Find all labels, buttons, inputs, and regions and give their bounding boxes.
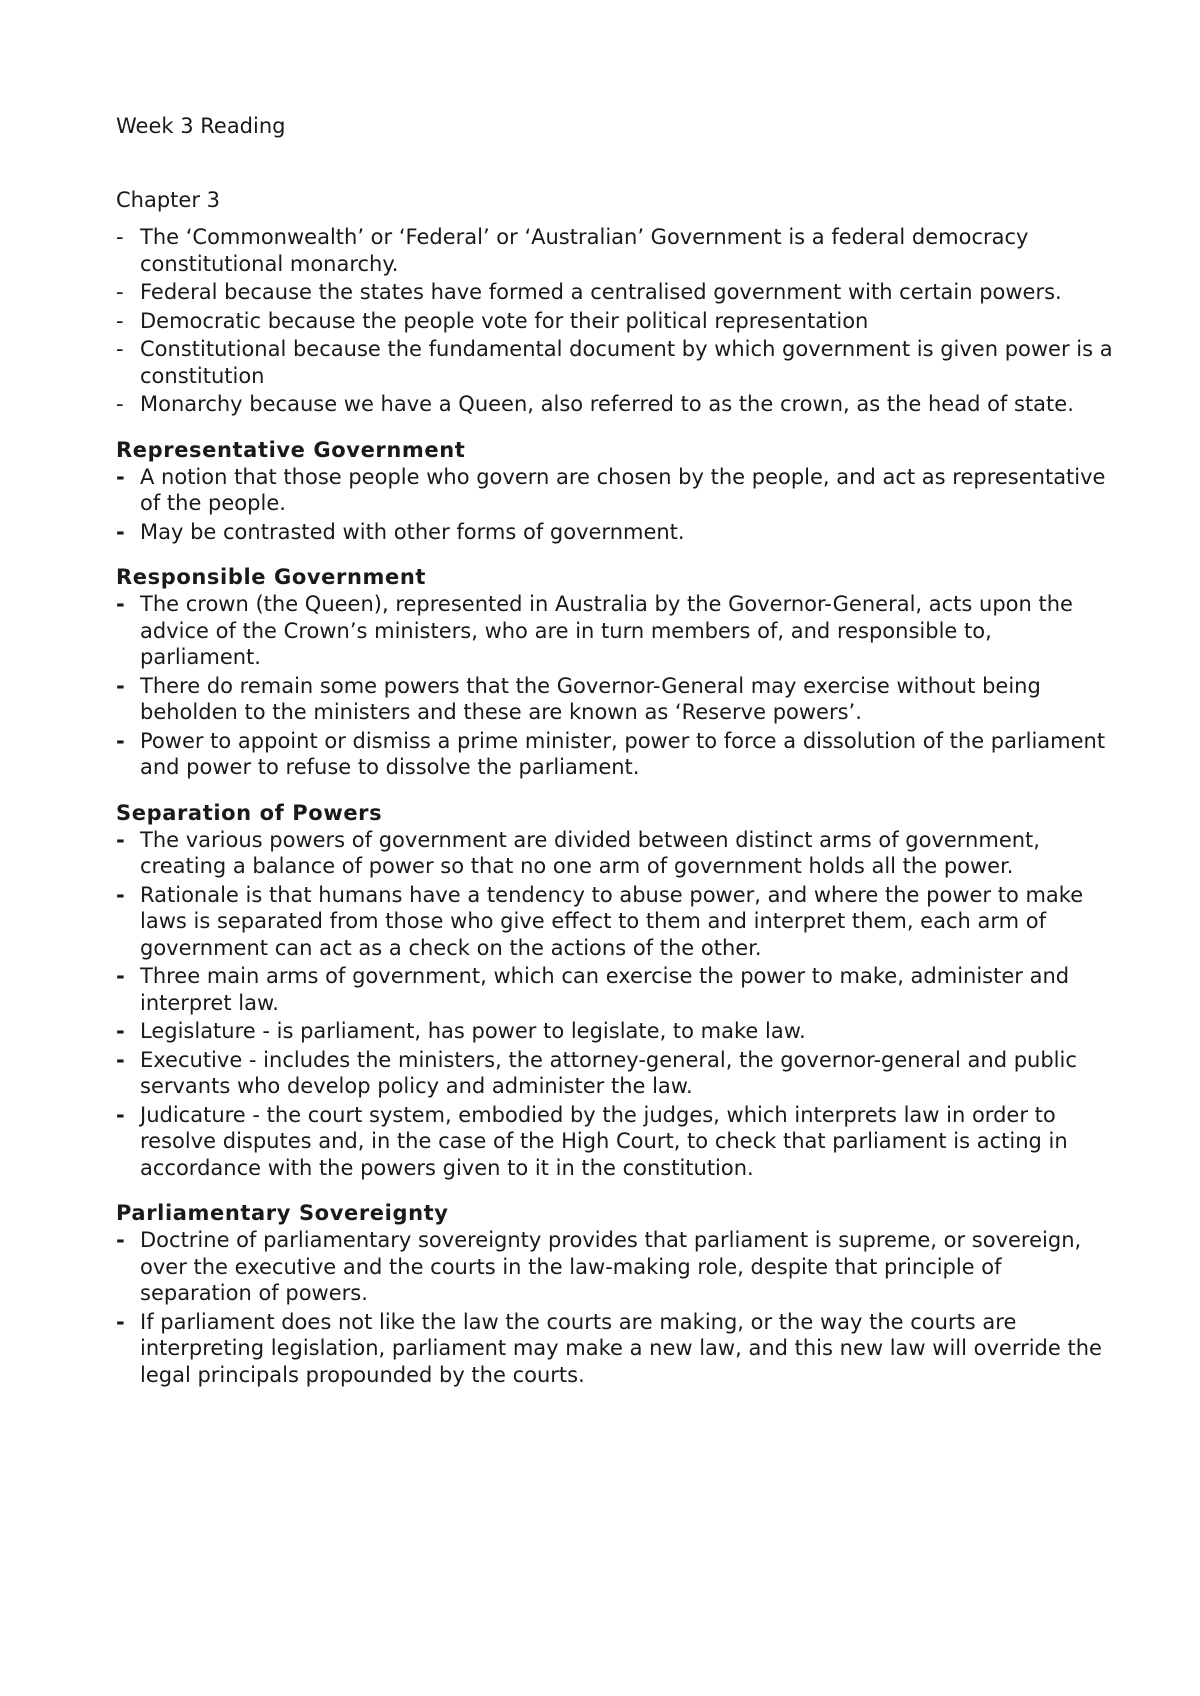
list-item [116,1047,1116,1100]
list-item-text: Judicature - the court system, embodied by the judges, which interprets law in order to resolve disputes and, in the case of the High Court, to check that parliament is acting in accordance with the powers given to it in the constitution. [140,1102,1068,1180]
dash-bullet-marker: - [116,392,124,416]
dash-bullet-marker: - [116,280,124,304]
list-item [116,1102,1116,1182]
list-item-text: Federal because the states have formed a centralised government with certain powers. [140,280,1062,304]
list-item [116,1227,1116,1307]
dash-bullet-marker: - [116,1228,125,1252]
section-bullet-list [116,1227,1116,1388]
list-item [116,591,1116,671]
list-item-text: If parliament does not like the law the courts are making, or the way the courts are interpreting legislation, parliament may make a new law, and this new law will override the legal principals propounded by the courts. [140,1309,1102,1387]
list-item [116,827,1116,880]
list-item-text: Democratic because the people vote for their political representation [140,308,869,333]
dash-bullet-marker: - [116,1102,125,1127]
list-item-text: There do remain some powers that the Governor-General may exercise without being beholden to the ministers and these are known as ‘Reserve powers’. [140,673,1041,724]
list-item-text: Power to appoint or dismiss a prime minister, power to force a dissolution of the parliament and power to refuse to dissolve the parliament. [140,728,1106,779]
dash-bullet-marker: - [116,1047,125,1072]
list-item-text: Executive - includes the ministers, the attorney-general, the governor-general and public servants who develop policy and administer the law. [140,1047,1077,1098]
list-item-text: A notion that those people who govern are chosen by the people, and act as representative of the people. [140,464,1106,515]
list-item [116,464,1116,517]
sections-container [116,436,1116,1389]
list-item-text: The ‘Commonwealth’ or ‘Federal’ or ‘Australian’ Government is a federal democracy constitutional monarchy. [140,225,1029,276]
list-item [116,673,1116,726]
list-item [116,391,1116,418]
list-item-text: Doctrine of parliamentary sovereignty provides that parliament is supreme, or sovereign, over the executive and the courts in the law-making role, despite that principle of separation of powers. [140,1228,1082,1305]
dash-bullet-marker: - [116,225,124,249]
dash-bullet-marker: - [116,1019,125,1043]
list-item [116,224,1116,277]
list-item [116,1309,1116,1389]
dash-bullet-marker: - [116,964,125,988]
section-heading: Responsible Government [116,565,427,589]
section [116,436,1116,546]
list-item-text: Monarchy because we have a Queen, also referred to as the crown, as the head of state. [140,392,1074,416]
list-item [116,279,1116,306]
list-item-text: Rationale is that humans have a tendency to abuse power, and where the power to make laws is separated from those who give effect to them and interpret them, each arm of government can act as a check on the actions of the other. [140,882,1084,960]
dash-bullet-marker: - [116,1309,125,1334]
dash-bullet-marker: - [116,464,125,489]
list-item [116,728,1116,781]
section-heading: Representative Government [116,437,466,462]
intro-section [116,224,1116,418]
list-item-text: Three main arms of government, which can exercise the power to make, administer and interpret law. [140,964,1070,1015]
section-bullet-list [116,827,1116,1182]
list-item-text: The crown (the Queen), represented in Australia by the Governor-General, acts upon the advice of the Crown’s ministers, who are in turn members of, and responsible to, parliament. [140,592,1073,669]
chapter-title: Chapter 3 [116,188,220,212]
section-heading: Separation of Powers [116,800,383,825]
section-heading: Parliamentary Sovereignty [116,1201,449,1225]
list-item [116,308,1116,335]
section [116,799,1116,1182]
list-item [116,963,1116,1016]
document-page [116,112,1116,1406]
dash-bullet-marker: - [116,337,124,361]
dash-bullet-marker: - [116,308,124,333]
section-bullet-list [116,591,1116,781]
list-item-text: May be contrasted with other forms of government. [140,519,685,544]
intro-bullet-list [116,224,1116,418]
section-bullet-list [116,464,1116,546]
list-item [116,882,1116,962]
dash-bullet-marker: - [116,728,125,753]
list-item [116,336,1116,389]
section [116,563,1116,781]
section [116,1199,1116,1388]
list-item [116,519,1116,546]
list-item-text: The various powers of government are divided between distinct arms of government, creating a balance of power so that no one arm of government holds all the power. [140,827,1040,878]
list-item [116,1018,1116,1045]
list-item-text: Legislature - is parliament, has power to legislate, to make law. [140,1019,806,1043]
document-title: Week 3 Reading [116,114,286,138]
dash-bullet-marker: - [116,592,125,616]
list-item-text: Constitutional because the fundamental document by which government is given power is a constitution [140,337,1113,388]
dash-bullet-marker: - [116,882,125,907]
dash-bullet-marker: - [116,827,125,852]
dash-bullet-marker: - [116,519,125,544]
dash-bullet-marker: - [116,673,125,698]
